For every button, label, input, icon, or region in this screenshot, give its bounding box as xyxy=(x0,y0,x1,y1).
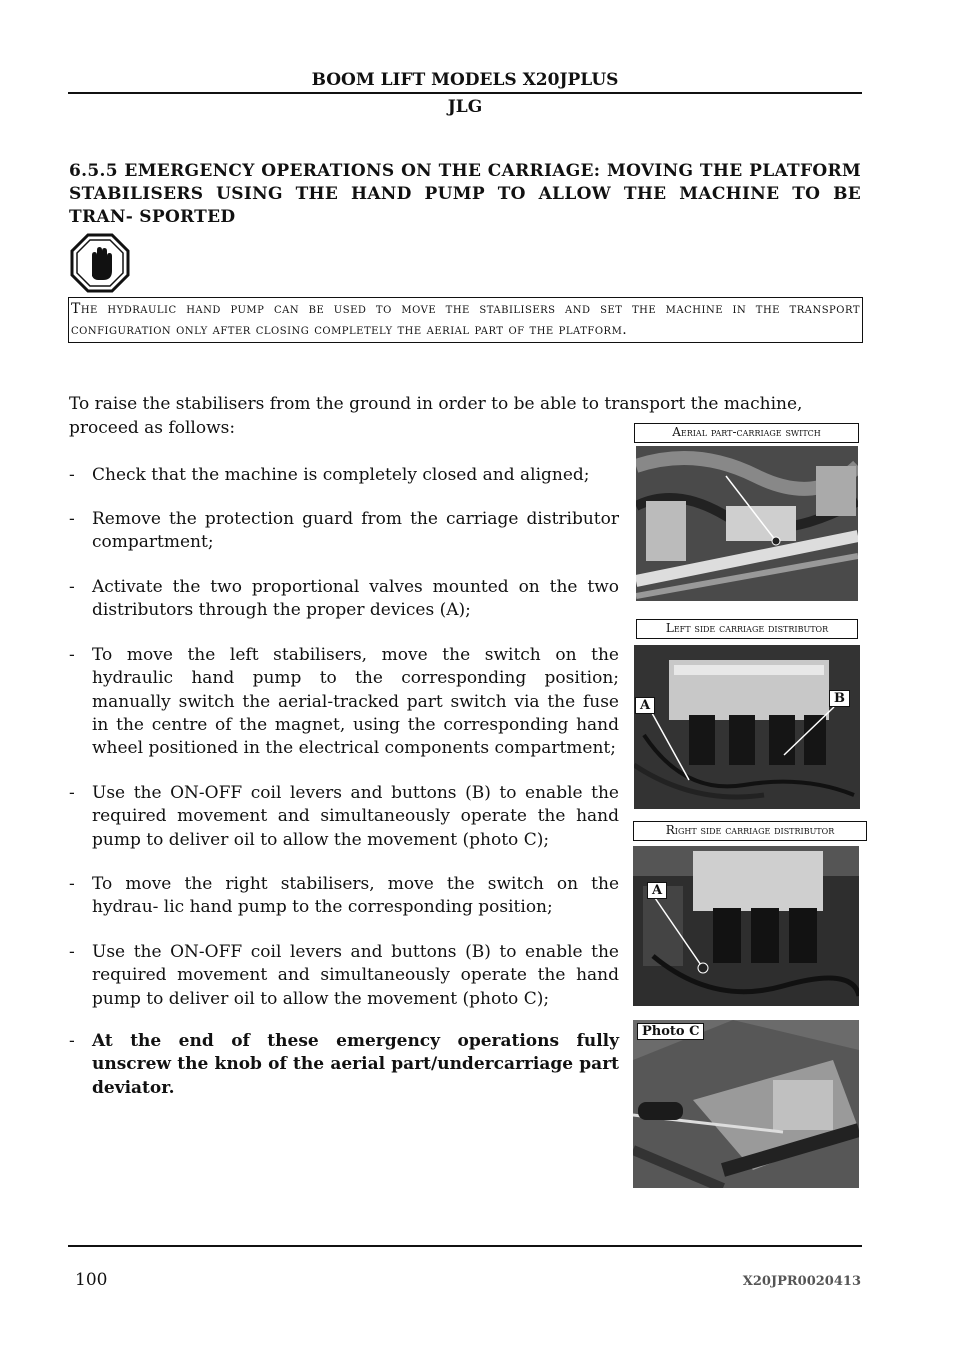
stop-hand-icon xyxy=(70,233,130,293)
list-dash: - xyxy=(69,874,75,894)
step-text: At the end of these emergency operations fully unscrew the knob of the aerial part/undercarriage part deviator. xyxy=(92,1031,619,1098)
list-item xyxy=(69,941,619,1011)
figure-caption-aerial-switch: Aerial part-carriage switch xyxy=(634,423,859,443)
list-dash: - xyxy=(69,577,75,597)
list-item xyxy=(69,576,619,623)
step-text: To move the right stabilisers, move the switch on the hydrau- lic hand pump to the corresponding position; xyxy=(92,874,619,918)
step-text: Use the ON-OFF coil levers and buttons (B) to enable the required movement and simultaneously operate the hand pump to deliver oil to allow the movement (photo C); xyxy=(92,942,619,1009)
figure-caption-right-distributor: Right side carriage distributor xyxy=(633,821,867,841)
header-brand: JLG xyxy=(447,97,483,117)
intro-paragraph: To raise the stabilisers from the ground in order to be able to transport the machine, proceed as follows: xyxy=(69,394,803,438)
list-item xyxy=(69,782,619,852)
label-photo-c: Photo C xyxy=(637,1023,704,1040)
photo-aerial-switch xyxy=(636,446,858,601)
list-dash: - xyxy=(69,783,75,803)
header-rule xyxy=(68,92,862,94)
footer-rule xyxy=(68,1245,862,1247)
header-title: BOOM LIFT MODELS X20JPLUS xyxy=(311,70,619,90)
list-item xyxy=(69,464,619,487)
list-dash: - xyxy=(69,645,75,665)
step-text: To move the left stabilisers, move the switch on the hydraulic hand pump to the corresponding position; manually switch the aerial-tracked part switch via the fuse in the centre of the magnet, using the corresponding hand wheel positioned in the electrical components compartment; xyxy=(92,645,619,759)
list-item xyxy=(69,1030,619,1100)
page-number: 100 xyxy=(75,1270,108,1290)
photo-left-distributor xyxy=(634,645,860,809)
step-text: Check that the machine is completely closed and aligned; xyxy=(92,465,590,485)
warning-box: The hydraulic hand pump can be used to move the stabilisers and set the machine in the transport configuration only after closing completely the aerial part of the platform. xyxy=(68,297,863,343)
document-code: X20JPR0020413 xyxy=(742,1274,861,1289)
list-item xyxy=(69,644,619,760)
label-a: A xyxy=(647,882,667,899)
list-item xyxy=(69,873,619,920)
label-a: A xyxy=(635,697,655,714)
step-text: Activate the two proportional valves mounted on the two distributors through the proper devices (A); xyxy=(92,577,619,621)
list-dash: - xyxy=(69,465,75,485)
photo-right-distributor xyxy=(633,846,859,1006)
list-dash: - xyxy=(69,1031,75,1051)
step-text: Use the ON-OFF coil levers and buttons (B) to enable the required movement and simultaneously operate the hand pump to deliver oil to allow the movement (photo C); xyxy=(92,783,619,850)
figure-caption-left-distributor: Left side carriage distributor xyxy=(636,619,858,639)
list-item xyxy=(69,508,619,555)
step-text: Remove the protection guard from the carriage distributor compartment; xyxy=(92,509,619,553)
list-dash: - xyxy=(69,942,75,962)
label-b: B xyxy=(829,690,850,707)
photo-c xyxy=(633,1020,859,1188)
section-title: 6.5.5 EMERGENCY OPERATIONS ON THE CARRIAGE: MOVING THE PLATFORM STABILISERS USING THE HAND PUMP TO ALLOW THE MACHINE TO BE TRAN- SPORTED xyxy=(69,161,861,227)
list-dash: - xyxy=(69,509,75,529)
